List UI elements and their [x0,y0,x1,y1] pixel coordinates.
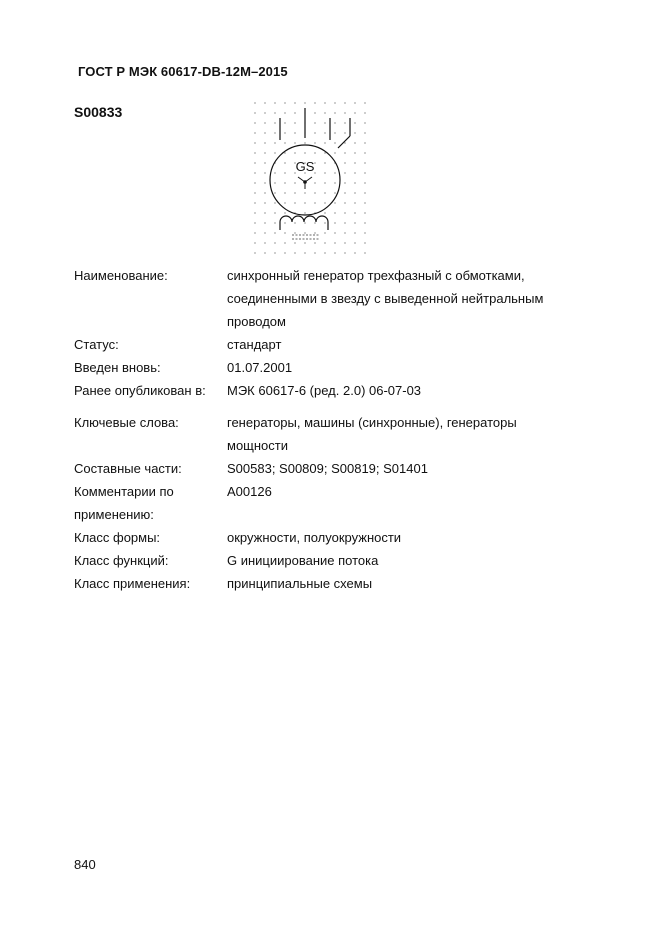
field-published: Ранее опубликован в: МЭК 60617-6 (ред. 2.0) 06-07-03 [74,383,422,398]
field-keywords: Ключевые слова: генераторы, машины (синхронные), генераторы мощности [74,415,517,453]
field-name: Наименование: синхронный генератор трехфазный с обмотками, соединенными в звезду с выведенной нейтральным проводом [74,268,544,329]
field-application-class: Класс применения: принципиальные схемы [74,576,373,591]
field-components: Составные части: S00583; S00809; S00819; S01401 [74,461,428,476]
generator-label: GS [295,159,315,174]
attribute-list [74,264,614,595]
page-number: 840 [74,857,96,872]
field-status: Статус: стандарт [74,337,282,352]
field-function-class: Класс функций: G инициирование потока [74,553,379,568]
field-shape-class: Класс формы: окружности, полуокружности [74,530,402,545]
symbol-code: S00833 [74,104,123,120]
field-comments: Комментарии по применению: A00126 [74,484,272,522]
document-header: ГОСТ Р МЭК 60617-DB-12M–2015 [78,64,288,79]
generator-symbol [250,98,370,263]
field-introduced: Введен вновь: 01.07.2001 [74,360,293,375]
